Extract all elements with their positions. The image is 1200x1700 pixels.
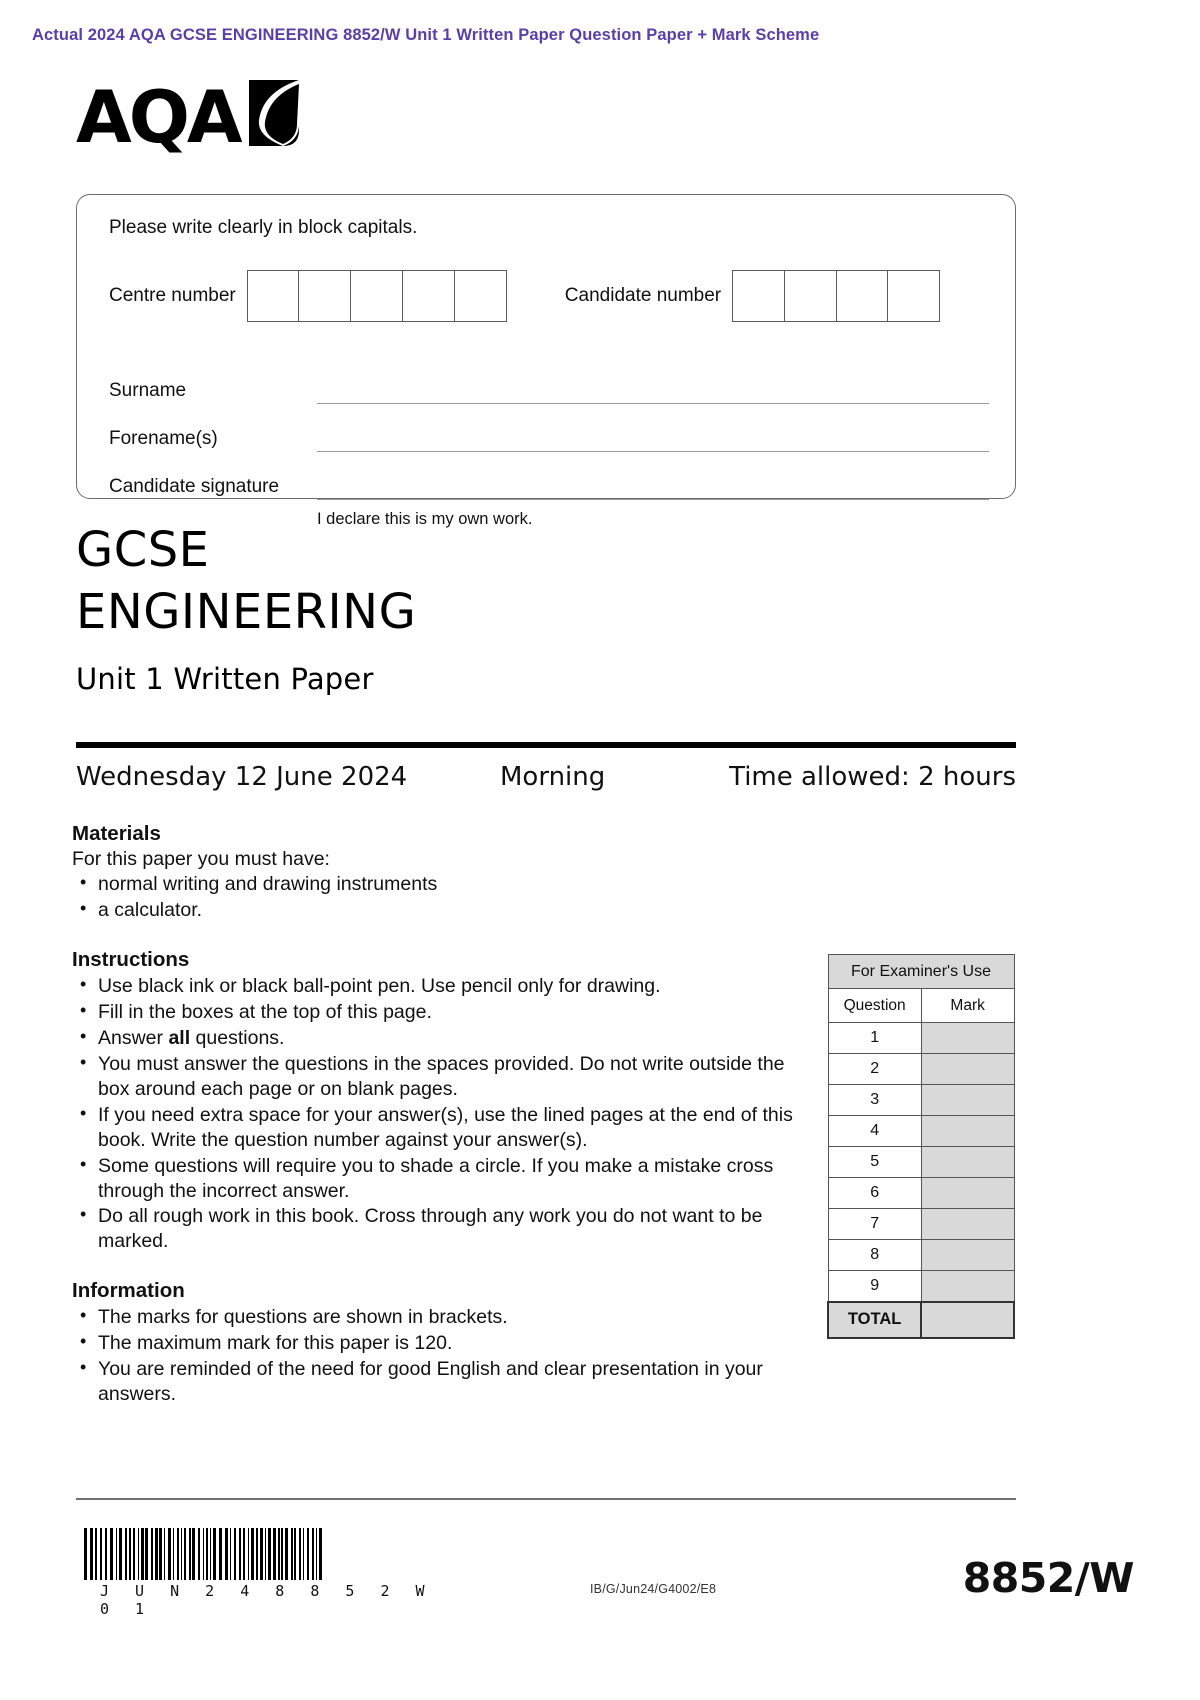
exam-session: Morning — [500, 762, 606, 792]
materials-section — [72, 822, 802, 923]
list-item: • If you need extra space for your answer(s), use the lined pages at the end of this book. Write the question number against your answer(s). — [72, 1103, 802, 1153]
column-header-question: Question — [828, 989, 921, 1023]
list-item: • The maximum mark for this paper is 120. — [72, 1331, 802, 1356]
surname-input[interactable] — [317, 403, 989, 404]
centre-number-cell[interactable] — [247, 270, 300, 322]
mark-entry-cell[interactable] — [921, 1178, 1014, 1209]
materials-intro: For this paper you must have: — [72, 848, 330, 870]
centre-number-input[interactable] — [248, 270, 507, 322]
section-spacer — [72, 1255, 802, 1279]
table-row — [828, 1054, 1014, 1085]
number-fields-row — [109, 268, 989, 324]
exam-meta-row — [76, 762, 1016, 806]
forenames-label: Forename(s) — [109, 428, 218, 449]
table-row-header — [828, 955, 1014, 989]
qualification-level: GCSE — [76, 522, 210, 578]
list-item: • You are reminded of the need for good English and clear presentation in your answers. — [72, 1357, 802, 1407]
question-number: 4 — [828, 1116, 921, 1147]
barcode-label: J U N 2 4 8 8 5 2 W 0 1 — [100, 1582, 434, 1618]
list-item: • Answer all questions. — [72, 1026, 802, 1051]
page-caption-text: Actual 2024 AQA GCSE ENGINEERING 8852/W Unit 1 Written Paper Question Paper + Mark Scheme — [32, 26, 820, 44]
mark-entry-cell[interactable] — [921, 1116, 1014, 1147]
table-row — [828, 1240, 1014, 1271]
table-row — [828, 1023, 1014, 1054]
exam-time-allowed: Time allowed: 2 hours — [729, 762, 1016, 792]
signature-label: Candidate signature — [109, 476, 280, 497]
instructions-heading: Instructions — [72, 947, 190, 971]
list-item: • You must answer the questions in the spaces provided. Do not write outside the box around each page or on blank pages. — [72, 1052, 802, 1102]
centre-number-cell[interactable] — [298, 270, 351, 322]
mark-entry-cell[interactable] — [921, 1240, 1014, 1271]
forenames-input[interactable] — [317, 451, 989, 452]
materials-heading: Materials — [72, 822, 161, 845]
total-label: TOTAL — [828, 1302, 921, 1338]
block-capitals-note: Please write clearly in block capitals. — [109, 217, 418, 238]
table-row — [828, 1147, 1014, 1178]
qualification-unit: Unit 1 Written Paper — [76, 662, 374, 696]
question-number: 8 — [828, 1240, 921, 1271]
mark-entry-cell[interactable] — [921, 1147, 1014, 1178]
table-row — [828, 1271, 1014, 1302]
centre-number-cell[interactable] — [454, 270, 507, 322]
list-item: • a calculator. — [72, 898, 802, 923]
name-fields — [109, 360, 989, 504]
table-row — [828, 1209, 1014, 1240]
candidate-number-cell[interactable] — [784, 270, 837, 322]
instructions-section — [72, 948, 802, 1254]
total-mark-cell[interactable] — [921, 1302, 1014, 1338]
barcode-bars — [84, 1528, 446, 1580]
instructions-list — [72, 974, 802, 1254]
question-number: 5 — [828, 1147, 921, 1178]
aqa-wordmark: AQA — [76, 75, 240, 159]
forenames-row — [109, 408, 989, 456]
exam-date: Wednesday 12 June 2024 — [76, 762, 408, 792]
materials-list — [72, 872, 802, 923]
list-item: • Some questions will require you to shade a circle. If you make a mistake cross through the incorrect answer. — [72, 1154, 802, 1204]
mark-entry-cell[interactable] — [921, 1054, 1014, 1085]
surname-label: Surname — [109, 380, 187, 401]
list-item: • Fill in the boxes at the top of this page. — [72, 1000, 802, 1025]
mark-entry-cell[interactable] — [921, 1271, 1014, 1302]
centre-number-label: Centre number — [109, 285, 236, 306]
examiner-table-title: For Examiner's Use — [828, 955, 1014, 989]
question-number: 1 — [828, 1023, 921, 1054]
list-item: • Use black ink or black ball-point pen. Use pencil only for drawing. — [72, 974, 802, 999]
section-spacer — [72, 924, 802, 948]
candidate-number-cell[interactable] — [836, 270, 889, 322]
exam-paper-page — [0, 62, 1200, 1700]
surname-row — [109, 360, 989, 408]
table-row — [828, 1178, 1014, 1209]
paper-instructions-column — [72, 822, 802, 1408]
information-heading: Information — [72, 1279, 185, 1303]
paper-code: 8852/W — [962, 1554, 1134, 1602]
list-item: • normal writing and drawing instruments — [72, 872, 802, 897]
mark-entry-cell[interactable] — [921, 1023, 1014, 1054]
page-caption-bar — [0, 26, 1200, 45]
question-number: 6 — [828, 1178, 921, 1209]
centre-number-cell[interactable] — [402, 270, 455, 322]
signature-input[interactable] — [317, 499, 989, 500]
declaration-text: I declare this is my own work. — [317, 510, 533, 528]
qualification-subject: ENGINEERING — [76, 584, 417, 640]
mark-entry-cell[interactable] — [921, 1209, 1014, 1240]
signature-row — [109, 456, 989, 504]
list-item: • Do all rough work in this book. Cross through any work you do not want to be marked. — [72, 1204, 802, 1254]
mark-entry-cell[interactable] — [921, 1085, 1014, 1116]
question-number: 9 — [828, 1271, 921, 1302]
aqa-leaf-icon — [243, 78, 305, 148]
information-list — [72, 1305, 802, 1407]
table-row-columns — [828, 989, 1014, 1023]
candidate-number-cell[interactable] — [887, 270, 940, 322]
document-reference-code: IB/G/Jun24/G4002/E8 — [590, 1582, 717, 1596]
candidate-number-input[interactable] — [733, 270, 940, 322]
candidate-number-label: Candidate number — [564, 285, 722, 306]
question-number: 7 — [828, 1209, 921, 1240]
column-header-mark: Mark — [921, 989, 1014, 1023]
table-row — [828, 1085, 1014, 1116]
candidate-number-cell[interactable] — [732, 270, 785, 322]
question-number: 2 — [828, 1054, 921, 1085]
candidate-details-box — [76, 194, 1016, 528]
title-divider — [76, 742, 1016, 748]
footer-divider — [76, 1498, 1016, 1500]
list-item: • The marks for questions are shown in brackets. — [72, 1305, 802, 1330]
examiner-marks-table — [827, 954, 1015, 1339]
question-number: 3 — [828, 1085, 921, 1116]
table-row-total — [828, 1302, 1014, 1338]
centre-number-cell[interactable] — [350, 270, 403, 322]
table-row — [828, 1116, 1014, 1147]
barcode — [84, 1528, 446, 1618]
aqa-logo — [76, 75, 305, 159]
information-section — [72, 1279, 802, 1407]
